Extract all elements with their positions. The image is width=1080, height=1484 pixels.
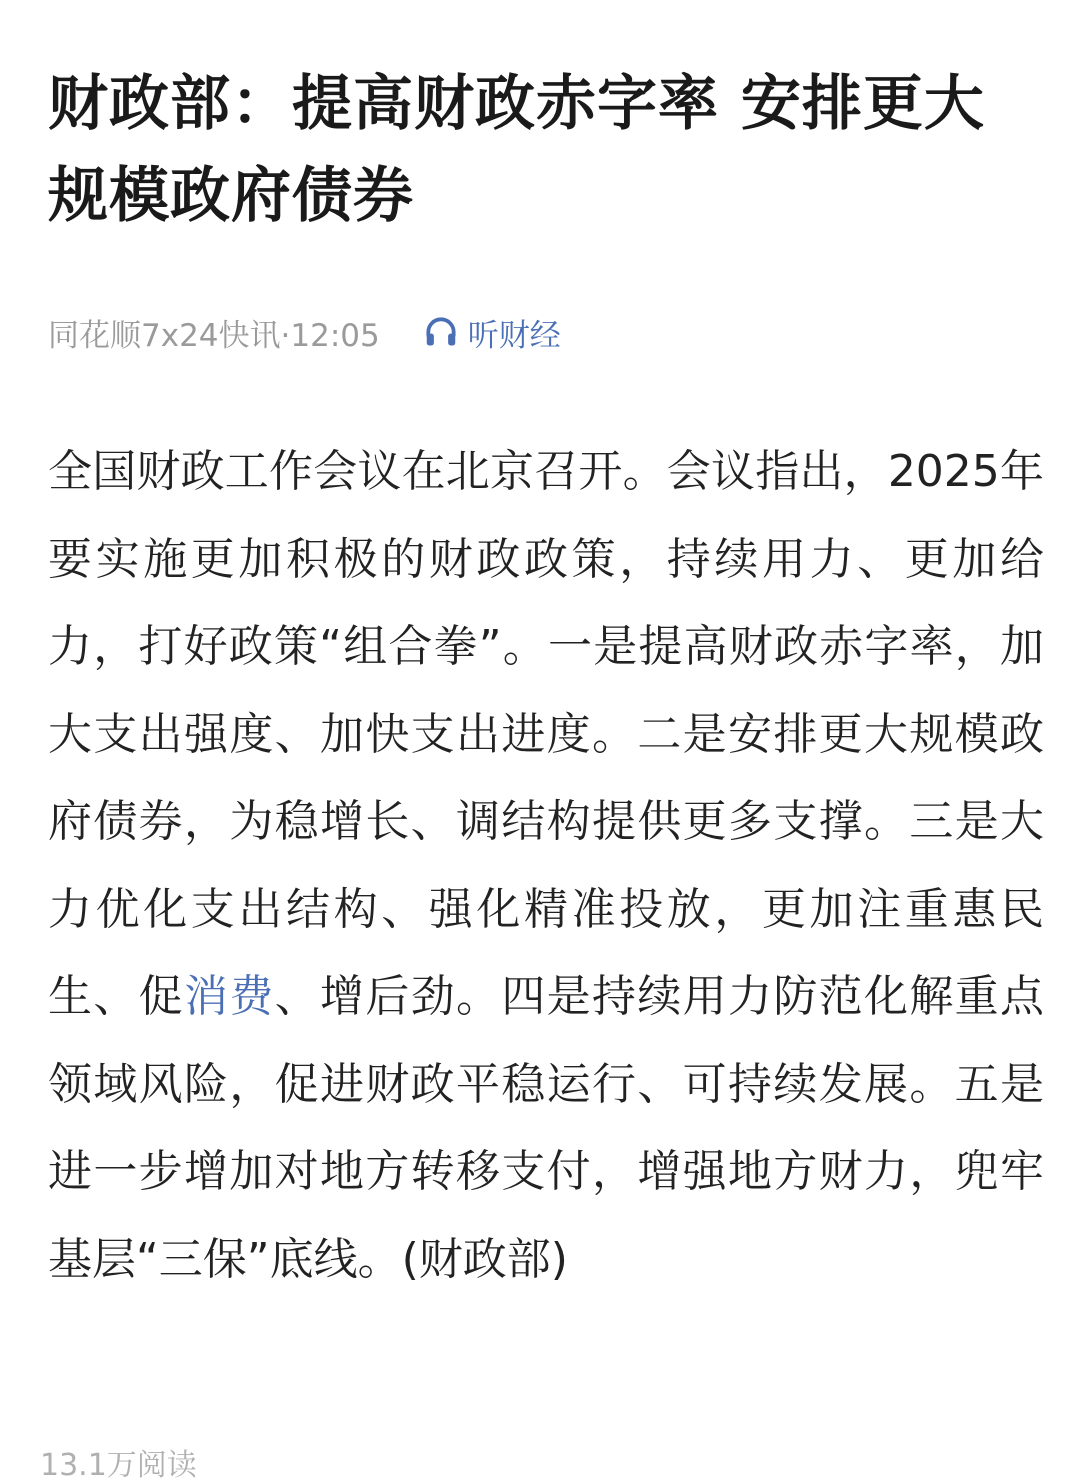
read-count: 13.1万阅读	[40, 1448, 197, 1483]
listen-button[interactable]	[422, 310, 561, 355]
body-text-part2: 、增后劲。四是持续用力防范化解重点领域风险，促进财政平稳运行、可持续发展。五是进一步增加对地方转移支付，增强地方财力，兜牢基层“三保”底线。(财政部)	[48, 971, 1045, 1285]
body-text-part1: 全国财政工作会议在北京召开。会议指出，2025年要实施更加积极的财政政策，持续用力、更加给力，打好政策“组合拳”。一是提高财政赤字率，加大支出强度、加快支出进度。二是安排更大规模政府债券，为稳增长、调结构提供更多支撑。三是大力优化支出结构、强化精准投放，更加注重惠民生、促	[48, 446, 1044, 1022]
consumption-link[interactable]: 消费	[184, 971, 275, 1022]
article	[48, 0, 1045, 1285]
article-body	[48, 428, 1044, 1303]
article-title: 财政部：提高财政赤字率 安排更大规模政府债券	[48, 69, 985, 231]
source-time: 同花顺7x24快讯·12:05	[48, 317, 380, 354]
article-meta	[48, 308, 561, 356]
headphones-icon	[422, 313, 460, 351]
listen-label: 听财经	[467, 317, 561, 354]
